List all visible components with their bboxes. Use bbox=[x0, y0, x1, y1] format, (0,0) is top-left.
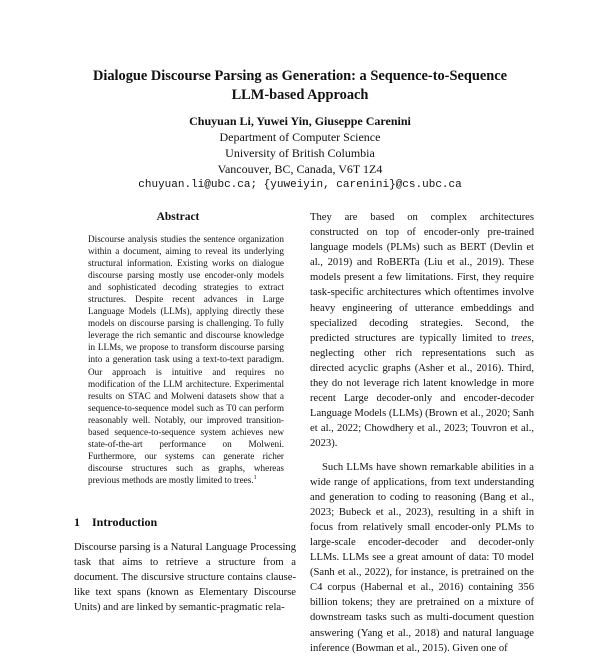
right-paragraph-2: Such LLMs have shown remarkable abilities in a wide range of applications, from text understanding and generation to coding to reasoning (Bang et al., 2023; Bubeck et al., 2023), resulting in a shift in focus from relatively small encoder-only PLMs to large-scale encoder-decoder and decoder-only LLMs. LLMs see a great amount of data: T0 model (Sanh et al., 2022), for instance, is pretrained on the C4 corpus (Habernal et al., 2016) containing 356 billion tokens; they are pretrained on a mixture of downstream tasks such as multi-document question answering (Yang et al., 2018) and natural language inference (Bowman et al., 2015). Given one of bbox=[310, 461, 534, 654]
right-paragraph-1 bbox=[310, 210, 534, 452]
author-block bbox=[100, 113, 500, 193]
paper-title bbox=[60, 67, 540, 104]
author-names: Chuyuan Li, Yuwei Yin, Giuseppe Carenini bbox=[189, 114, 411, 128]
footnote-marker: 1 bbox=[253, 474, 257, 481]
right-paragraph-1-part-a: They are based on complex architectures constructed on top of encoder-only pre-trained language models (PLMs) such as BERT (Devlin et al., 2019) and RoBERTa (Liu et al., 2019). These models present a few limitations. First, they require task-specific architectures which oftentimes involve heavy engineering of utterance embeddings and specialized decoding strategies. Second, the predicted structures are typically limited to bbox=[310, 212, 534, 344]
abstract-body bbox=[88, 233, 284, 486]
introduction-body: Discourse parsing is a Natural Language Processing task that aims to retrieve a structure from a document. The discursive structure contains clause-like text spans (known as Elementary Discourse Units) and are linked by semantic-pragmatic rela- bbox=[74, 542, 296, 614]
abstract-text: Discourse analysis studies the sentence organization within a document, aiming to reveal its underlying structural information. Existing works on dialogue discourse parsing mostly use encoder-only models and sophisticated decoding strategies to extract structures. Despite recent advances in Large Language Models (LLMs), applying directly these models on discourse parsing is challenging. To fully leverage the rich semantic and discourse knowledge in LLMs, we propose to transform discourse parsing into a generation task using a text-to-text paradigm. Our approach is intuitive and requires no modification of the LLM architecture. Experimental results on STAC and Molweni datasets show that a sequence-to-sequence model such as T0 can perform reasonably well. Notably, our improved transition-based sequence-to-sequence system achieves new state-of-the-art performance on Molweni. Furthermore, our systems can generate richer discourse structures such as graphs, whereas previous methods are mostly limited to trees. bbox=[88, 234, 284, 485]
affiliation-department: Department of Computer Science bbox=[219, 130, 381, 144]
section-title: Introduction bbox=[92, 515, 158, 529]
right-paragraph-1-part-b: , neglecting other rich representations such as directed acyclic graphs (Asher et al., 2016). Third, they do not leverage rich latent knowledge in more recent Large decoder-only and encoder-decoder Language Models (LLMs) (Brown et al., 2020; Sanh et al., 2022; Chowdhery et al., 2023; Touvron et al., 2023). bbox=[310, 332, 534, 450]
affiliation-university: University of British Columbia bbox=[225, 146, 375, 160]
right-paragraph-1-emphasis: trees bbox=[511, 332, 532, 344]
section-number: 1 bbox=[74, 515, 80, 529]
affiliation-address: Vancouver, BC, Canada, V6T 1Z4 bbox=[217, 162, 383, 176]
author-emails: chuyuan.li@ubc.ca; {yuweiyin, carenini}@cs.ubc.ca bbox=[138, 179, 462, 191]
abstract-heading: Abstract bbox=[156, 211, 200, 223]
section-heading-introduction bbox=[74, 515, 294, 530]
right-column bbox=[310, 210, 534, 656]
title-line-1: Dialogue Discourse Parsing as Generation: a Sequence-to-Sequence bbox=[92, 68, 508, 84]
title-line-2: LLM-based Approach bbox=[231, 86, 369, 103]
